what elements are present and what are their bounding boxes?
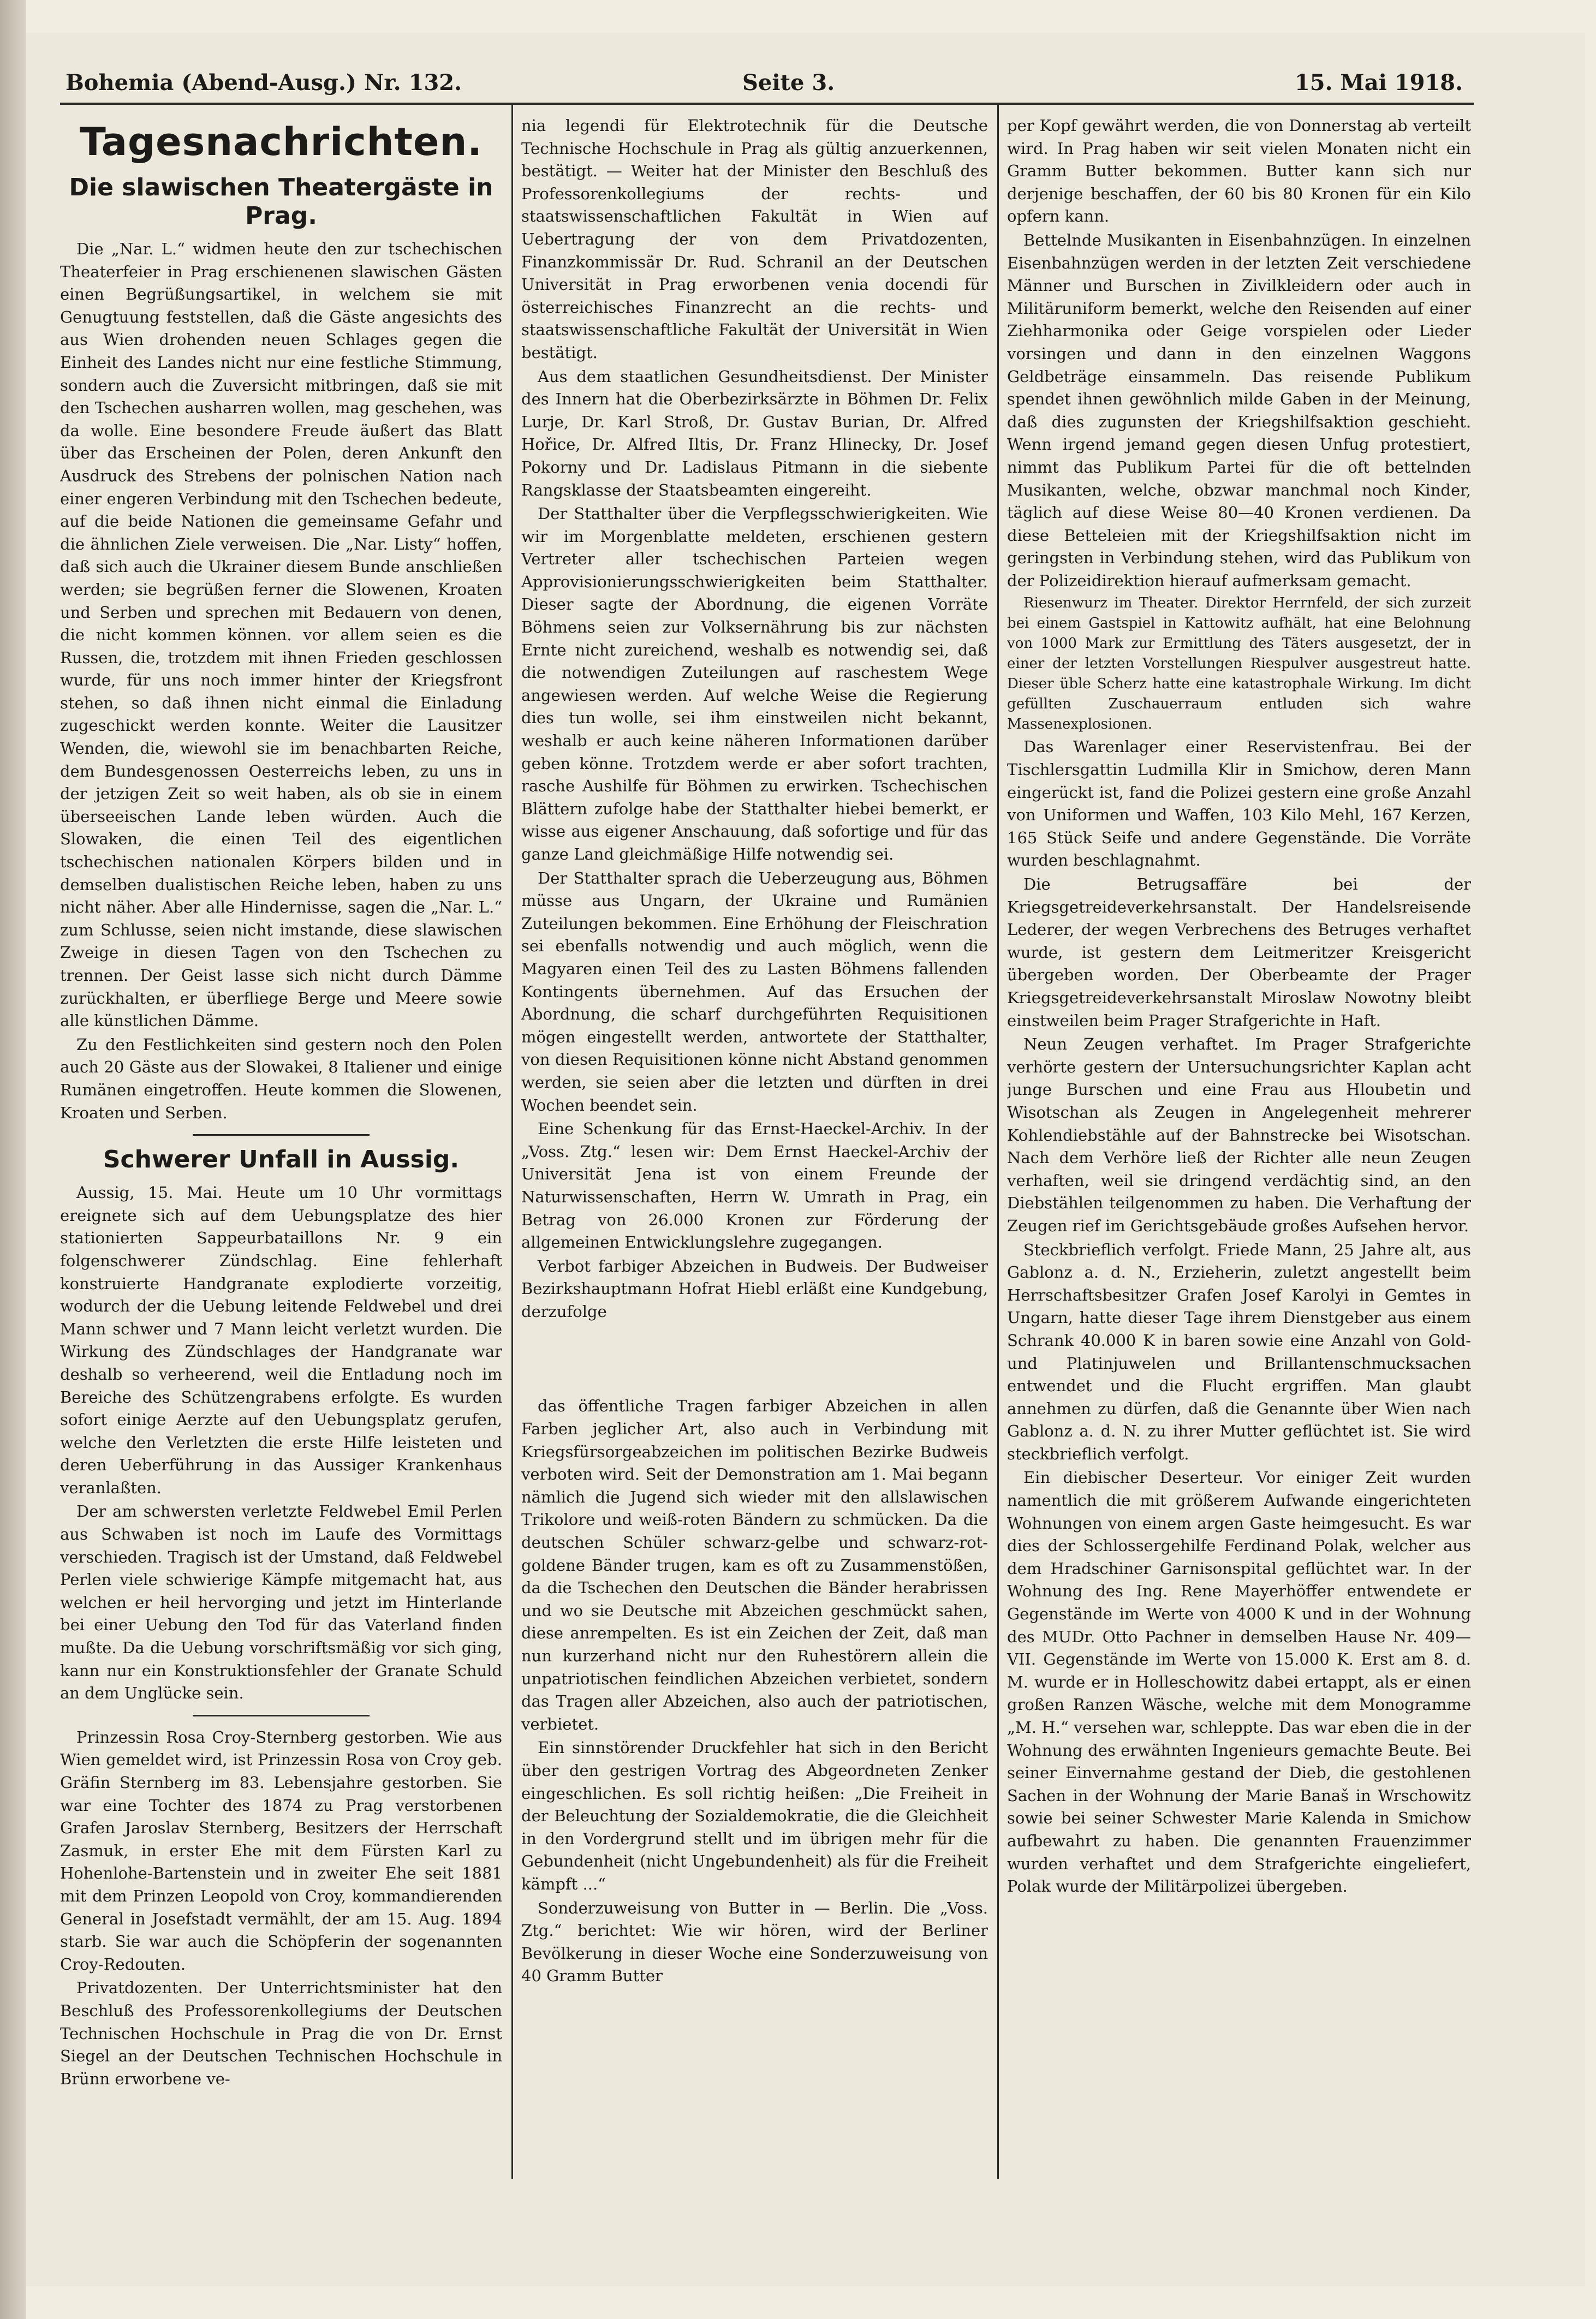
header-date: 15. Mai 1918. — [1294, 70, 1463, 96]
article-paragraph: Zu den Festlichkeiten sind gestern noch den Polen auch 20 Gäste aus der Slowakei, 8 Italiener und einige Rumänen eingetroffen. Heute kommen die Slowenen, Kroaten und Serben. — [60, 1035, 502, 1122]
header-masthead: Bohemia (Abend-Ausg.) Nr. 132. — [65, 70, 462, 96]
article-paragraph: Eine Schenkung für das Ernst-Haeckel-Archiv. In der „Voss. Ztg.“ lesen wir: Dem Ernst Haeckel-Archiv der Universität Jena ist von einem Freunde der Naturwissenschaften, Herrn W. Umrath in Prag, ein Betrag von 26.000 Kronen zur Förderung der allgemeinen Entwicklungslehre zugegangen. — [521, 1119, 988, 1252]
page-edge — [0, 0, 26, 2319]
column-1 — [60, 115, 502, 2221]
article-paragraph: Das Warenlager einer Reservistenfrau. Bei der Tischlersgattin Ludmilla Klir in Smichow, deren Mann eingerückt ist, fand die Polizei gestern eine große Anzahl von Uniformen und Waffen, 103 Kilo Mehl, 167 Kerzen, 165 Stück Seife und andere Gegenstände. Die Vorräte wurden beschlagnahmt. — [1007, 737, 1471, 870]
article-paragraph: Aus dem staatlichen Gesundheitsdienst. Der Minister des Innern hat die Oberbezirksärzte in Böhmen Dr. Felix Lurje, Dr. Karl Stroß, Dr. Gustav Burian, Dr. Alfred Hořice, Dr. Alfred Iltis, Dr. Franz Hlinecky, Dr. Josef Pokorny und Dr. Ladislaus Pitmann in die siebente Rangsklasse der Staatsbeamten eingereiht. — [521, 367, 988, 499]
article-paragraph: Riesenwurz im Theater. Direktor Herrnfeld, der sich zurzeit bei einem Gastspiel in Kattowitz aufhält, hat eine Belohnung von 1000 Mark zur Ermittlung des Täters ausgesetzt, der in einer der letzten Vorstellungen Riespulver ausgestreut hatte. Dieser üble Scherz hatte eine katastrophale Wirkung. Im dicht gefüllten Zuschauerraum entluden sich wahre Massenexplosionen. — [1007, 595, 1471, 733]
article-paragraph: Die „Nar. L.“ widmen heute den zur tschechischen Theaterfeier in Prag erschienenen slawischen Gästen einen Begrüßungsartikel, in welchem sie mit Genugtuung feststellen, daß die Gäste angesichts des aus Wien drohenden neuen Schlages gegen die Einheit des Landes nicht nur eine festliche Stimmung, sondern auch die Zuversicht mitbringen, daß sie mit den Tschechen ausharren wollen, mag geschehen, was da wolle. Eine besondere Freude äußert das Blatt über das Erscheinen der Polen, deren Ankunft den Ausdruck des Strebens der polnischen Nation nach einer engeren Verbindung mit den Tschechen bedeute, auf die beide Nationen die gemeinsame Gefahr und die ähnlichen Ziele verweisen. Die „Nar. Listy“ hoffen, daß sich auch die Ukrainer diesem Bunde anschließen werden; sie begrüßen ferner die Slowenen, Kroaten und Serben und sprechen mit Bedauern von denen, die nicht kommen können. vor allem seien es die Russen, die, trotzdem mit ihnen Frieden geschlossen wurde, für uns noch immer hinter der Kriegsfront stehen, so daß ihnen nicht einmal die Einladung zugeschickt werden konnte. Weiter die Lausitzer Wenden, die, wiewohl sie im benachbarten Reiche, dem Bundesgenossen Oesterreichs leben, zu uns in der jetzigen Zeit so weit haben, als ob sie in einem überseeischen Lande leben würden. Auch die Slowaken, die einen Teil des eigentlichen tschechischen nationalen Körpers bilden und in demselben dualistischen Reiche leben, haben zu uns nicht näher. Aber alle Hindernisse, sagen die „Nar. L.“ zum Schlusse, seien nicht imstande, diese slawischen Zweige in diesen Tagen von den Tschechen zu trennen. Der Geist lasse sich nicht durch Dämme zurückhalten, er überfliege Berge und Meere sowie alle künstlichen Dämme. — [60, 240, 502, 1030]
article-paragraph: Prinzessin Rosa Croy-Sternberg gestorben. Wie aus Wien gemeldet wird, ist Prinzessin Rosa von Croy geb. Gräfin Sternberg im 83. Lebensjahre gestorben. Sie war eine Tochter des 1874 zu Prag verstorbenen Grafen Jaroslav Sternberg, Besitzers der Herrschaft Zasmuk, in erster Ehe mit dem Fürsten Karl zu Hohenlohe-Bartenstein und in zweiter Ehe seit 1881 mit dem Prinzen Leopold von Croy, kommandierenden General in Josefstadt vermählt, der am 15. Aug. 1894 starb. Sie war auch die Schöpferin der sogenannten Croy-Redouten. — [60, 1727, 502, 1974]
article-paragraph: nia legendi für Elektrotechnik für die Deutsche Technische Hochschule in Prag als gültig anzuerkennen, bestätigt. — Weiter hat der Minister den Beschluß des Professorenkollegiums der rechts- und staatswissenschaftlichen Fakultät in Wien auf Uebertragung der von dem Privatdozenten, Finanzkommissär Dr. Rud. Schranil an der Deutschen Universität in Prag erworbenen venia docendi für österreichisches Finanzrecht an die rechts- und staatswissenschaftliche Fakultät der Universität in Wien bestätigt. — [521, 116, 988, 362]
article-paragraph: per Kopf gewährt werden, die von Donnerstag ab verteilt wird. In Prag haben wir seit vielen Monaten nicht ein Gramm Butter bekommen. Butter kann sich nur derjenige beschaffen, der 60 bis 80 Kronen für ein Kilo opfern kann. — [1007, 116, 1471, 226]
column-3 — [1007, 115, 1471, 2221]
blank-space — [521, 1324, 988, 1395]
column-rule-2 — [997, 105, 999, 2179]
column-rule-1 — [511, 105, 513, 2179]
article-paragraph: Sonderzuweisung von Butter in — Berlin. Die „Voss. Ztg.“ berichtet: Wie wir hören, wird der Berliner Bevölkerung in dieser Woche eine Sonderzuweisung von 40 Gramm Butter — [521, 1898, 988, 1986]
article-paragraph: Verbot farbiger Abzeichen in Budweis. Der Budweiser Bezirkshauptmann Hofrat Hiebl erläßt eine Kundgebung, derzufolge — [521, 1256, 988, 1321]
article-paragraph: Ein diebischer Deserteur. Vor einiger Zeit wurden namentlich die mit größerem Aufwande eingerichteten Wohnungen von einem argen Gaste heimgesucht. Es war dies der Schlossergehilfe Ferdinand Polak, welcher aus dem Hradschiner Garnisonspital geflüchtet war. In der Wohnung des Ing. Rene Mayerhöffer entwendete er Gegenstände im Werte von 4000 K und in der Wohnung des MUDr. Otto Pachner in demselben Hause Nr. 409—VII. Gegenstände im Werte von 15.000 K. Erst am 8. d. M. wurde er in Holleschowitz dabei ertappt, als er einen großen Ranzen Wäsche, welche mit dem Monogramme „M. H.“ versehen war, schleppte. Das war eben die in der Wohnung des erwähnten Ingenieurs gemachte Beute. Bei seiner Einvernahme gestand der Dieb, die gestohlenen Sachen in der Wohnung der Marie Banaš in Wrschowitz sowie bei seiner Schwester Marie Kalenda in Smichow aufbewahrt zu haben. Die genannten Frauenzimmer wurden verhaftet und dem Strafgerichte eingeliefert, Polak wurde der Militärpolizei übergeben. — [1007, 1468, 1471, 1896]
article-paragraph: Aussig, 15. Mai. Heute um 10 Uhr vormittags ereignete sich auf dem Uebungsplatze des hier stationierten Sappeurbataillons Nr. 9 ein folgenschwerer Zündschlag. Eine fehlerhaft konstruierte Handgranate explodierte vorzeitig, wodurch der die Uebung leitende Feldwebel und drei Mann schwer und 7 Mann leicht verletzt wurden. Die Wirkung des Zündschlages der Handgranate war deshalb so verheerend, weil die Entladung noch im Bereiche des Schützengrabens erfolgte. Es wurden sofort einige Aerzte auf den Uebungsplatz gerufen, welche den Verletzten die erste Hilfe leisteten und deren Ueberführung in das Aussiger Krankenhaus veranlaßten. — [60, 1183, 502, 1497]
article-paragraph: Der am schwersten verletzte Feldwebel Emil Perlen aus Schwaben ist noch im Laufe des Vormittags verschieden. Tragisch ist der Umstand, daß Feldwebel Perlen viele schwierige Kämpfe mitgemacht hat, aus welchen er heil hervorging und jetzt im Hinterlande bei einer Uebung den Tod für das Vaterland finden mußte. Da die Uebung vorschriftsmäßig vor sich ging, kann nur ein Konstruktionsfehler der Granate Schuld an dem Unglücke sein. — [60, 1502, 502, 1703]
header-rule — [60, 103, 1474, 105]
page-header — [65, 70, 1463, 103]
column-2 — [521, 115, 988, 2221]
article-paragraph: Neun Zeugen verhaftet. Im Prager Strafgerichte verhörte gestern der Untersuchungsrichter Kaplan acht junge Burschen und eine Frau aus Hloubetin und Wisotschan als Zeugen in Angelegenheit mehrerer Kohlendiebstähle auf der Bahnstrecke bei Wisotschan. Nach dem Verhöre ließ der Richter alle neun Zeugen verhaften, weil sie dringend verdächtig sind, an den Diebstählen teilgenommen zu haben. Die Verhaftung der Zeugen rief im Gerichtsgebäude großes Aufsehen hervor. — [1007, 1035, 1471, 1235]
article-paragraph: Der Statthalter über die Verpflegsschwierigkeiten. Wie wir im Morgenblatte meldeten, erschienen gestern Vertreter aller tschechischen Parteien wegen Approvisionierungsschwierigkeiten beim Statthalter. Dieser sagte der Abordnung, die eigenen Vorräte Böhmens seien zur Volksernährung bis zur nächsten Ernte nicht zureichend, weshalb es notwendig sei, daß die notwendigen Zuteilungen auf raschestem Wege angewiesen werden. Auf welche Weise die Regierung dies tun wolle, sei ihm einstweilen nicht bekannt, weshalb er auch keine näheren Informationen darüber geben könne. Trotzdem werde er aber sofort trachten, rasche Aushilfe für Böhmen zu erwirken. Tschechischen Blättern zufolge habe der Statthalter hiebei bemerkt, er wisse aus eigener Anschauung, daß sofortige und für das ganze Land gleichmäßige Hilfe notwendig sei. — [521, 504, 988, 863]
article-paragraph: Ein sinnstörender Druckfehler hat sich in den Bericht über den gestrigen Vortrag des Abgeordneten Zenker eingeschlichen. Es soll richtig heißen: „Die Freiheit in der Beleuchtung der Sozialdemokratie, die die Gleichheit in den Vordergrund stellt und im übrigen mehr für die Gebundenheit (nicht Ungebundenheit) als für die Freiheit kämpft ...“ — [521, 1738, 988, 1893]
header-page-number: Seite 3. — [742, 70, 835, 96]
article-paragraph: Privatdozenten. Der Unterrichtsminister hat den Beschluß des Professorenkollegiums der Deutschen Technischen Hochschule in Prag die von Dr. Ernst Siegel an der Deutschen Technischen Hochschule in Brünn erworbene ve- — [60, 1978, 502, 2088]
article-separator — [193, 1134, 370, 1136]
section-title: Tagesnachrichten. — [80, 120, 483, 164]
article-headline: Schwerer Unfall in Aussig. — [103, 1146, 460, 1174]
article-headline: Die slawischen Theatergäste in Prag. — [69, 174, 493, 230]
article-paragraph: Steckbrieflich verfolgt. Friede Mann, 25 Jahre alt, aus Gablonz a. d. N., Erzieherin, zuletzt angestellt beim Herrschaftsbesitzer Grafen Josef Karolyi in Gemtes in Ungarn, hatte dieser Tage ihrem Dienstgeber aus einem Schrank 40.000 K in baren sowie eine Anzahl von Gold- und Platinjuwelen und Brillantenschmucksachen entwendet und die Flucht ergriffen. Man glaubt annehmen zu dürfen, daß die Genannte über Wien nach Gablonz a. d. N. zu ihrer Mutter geflüchtet ist. Sie wird steckbrieflich verfolgt. — [1007, 1240, 1471, 1463]
article-separator — [193, 1715, 370, 1716]
article-paragraph: Die Betrugsaffäre bei der Kriegsgetreideverkehrsanstalt. Der Handelsreisende Lederer, der wegen Verbrechens des Betruges verhaftet wurde, ist gestern dem Leitmeritzer Kreisgericht übergeben worden. Der Oberbeamte der Prager Kriegsgetreideverkehrsanstalt Miroslaw Nowotny bleibt einstweilen beim Prager Strafgerichte in Haft. — [1007, 875, 1471, 1030]
article-paragraph: Der Statthalter sprach die Ueberzeugung aus, Böhmen müsse aus Ungarn, der Ukraine und Rumänien Zuteilungen bekommen. Eine Erhöhung der Fleischration sei ebenfalls notwendig und auch möglich, wenn die Magyaren einen Teil des zu Lasten Böhmens fallenden Kontingents übernehmen. Auf das Ersuchen der Abordnung, die scharf durchgeführten Requisitionen mögen eingestellt werden, antwortete der Statthalter, von diesen Requisitionen könne nicht Abstand genommen werden, sie seien aber die letzten und dürften in drei Wochen beendet sein. — [521, 868, 988, 1114]
article-paragraph: Bettelnde Musikanten in Eisenbahnzügen. In einzelnen Eisenbahnzügen werden in der letzten Zeit verschiedene Männer und Burschen in Zivilkleidern oder auch in Militäruniform bemerkt, welche den Reisenden auf einer Ziehharmonika oder Geige vorspielen oder Lieder vorsingen und dann in den einzelnen Waggons Geldbeträge einsammeln. Das reisende Publikum spendet ihnen gewöhnlich milde Gaben in der Meinung, daß dies zugunsten der Kriegshilfsaktion geschieht. Wenn irgend jemand gegen diesen Unfug protestiert, nimmt das Publikum Partei für die oft bettelnden Musikanten, welche, obzwar manchmal noch Kinder, täglich auf diese Weise 80—40 Kronen verdienen. Da diese Betteleien mit der Kriegshilfsaktion nicht im geringsten in Verbindung stehen, wird das Publikum von der Polizeidirektion hierauf aufmerksam gemacht. — [1007, 230, 1471, 590]
article-paragraph: das öffentliche Tragen farbiger Abzeichen in allen Farben jeglicher Art, also auch in Verbindung mit Kriegsfürsorgeabzeichen im politischen Bezirke Budweis verboten wird. Seit der Demonstration am 1. Mai begann nämlich die Jugend sich wieder mit den allslawischen Trikolore und weiß-roten Bändern zu schmücken. Da die deutschen Schüler schwarz-gelbe und schwarz-rot-goldene Bänder trugen, kam es oft zu Zusammenstößen, da die Tschechen den Deutschen die Bänder herabrissen und wo sie Deutsche mit Abzeichen geschmückt sahen, diese anrempelten. Es ist ein Zeichen der Zeit, daß man nun kurzerhand nicht nur den Ruhestörern allein die unpatriotischen feindlichen Abzeichen verbietet, sondern das Tragen aller Abzeichen, also auch der patriotischen, verbietet. — [521, 1397, 988, 1733]
